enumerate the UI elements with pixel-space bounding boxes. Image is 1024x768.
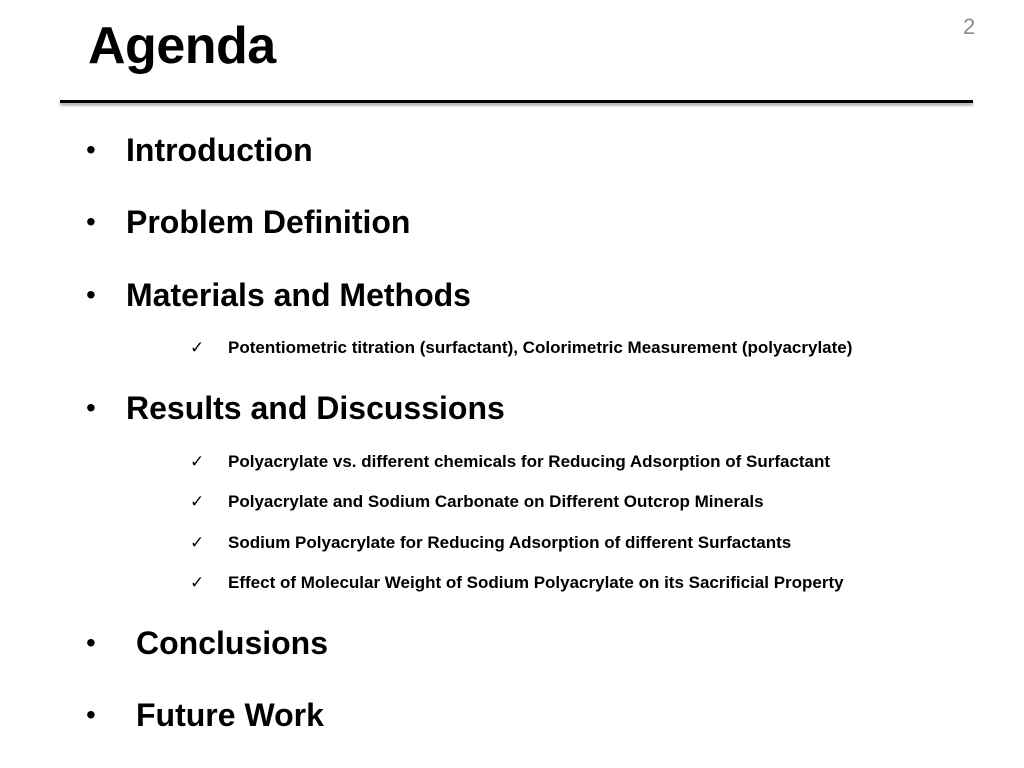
checkmark-icon: ✓	[190, 533, 205, 552]
agenda-item-label: Future Work	[136, 696, 324, 733]
bullet-icon: •	[86, 699, 96, 730]
agenda-item-introduction	[86, 130, 313, 170]
checkmark-icon: ✓	[190, 492, 205, 511]
agenda-item-future-work	[86, 695, 324, 735]
agenda-subitem	[190, 450, 830, 474]
agenda-item-problem-definition	[86, 202, 410, 242]
agenda-item-materials-and-methods	[86, 275, 471, 315]
agenda-subitem-label: Polyacrylate vs. different chemicals for Reducing Adsorption of Surfactant	[228, 452, 831, 471]
agenda-item-label: Introduction	[126, 131, 313, 168]
agenda-item-label: Conclusions	[136, 624, 329, 661]
agenda-item-label: Results and Discussions	[126, 389, 505, 426]
agenda-item-results-and-discussions	[86, 388, 505, 428]
agenda-subitem-label: Polyacrylate and Sodium Carbonate on Different Outcrop Minerals	[228, 492, 764, 511]
agenda-subitem	[190, 490, 764, 514]
title-divider	[60, 100, 973, 103]
slide-title: Agenda	[88, 17, 276, 75]
bullet-icon: •	[86, 627, 96, 658]
checkmark-icon: ✓	[190, 452, 205, 471]
agenda-subitem-label: Effect of Molecular Weight of Sodium Polyacrylate on its Sacrificial Property	[228, 573, 844, 592]
agenda-item-label: Materials and Methods	[126, 276, 471, 313]
page-number: 2	[963, 14, 976, 39]
agenda-subitem-label: Potentiometric titration (surfactant), Colorimetric Measurement (polyacrylate)	[228, 338, 853, 357]
checkmark-icon: ✓	[190, 338, 205, 357]
checkmark-icon: ✓	[190, 573, 205, 592]
agenda-subitem	[190, 336, 852, 360]
agenda-subitem	[190, 571, 844, 595]
bullet-icon: •	[86, 392, 96, 423]
bullet-icon: •	[86, 279, 96, 310]
bullet-icon: •	[86, 206, 96, 237]
agenda-subitem-label: Sodium Polyacrylate for Reducing Adsorption of different Surfactants	[228, 533, 792, 552]
agenda-subitem	[190, 531, 791, 555]
agenda-item-conclusions	[86, 623, 328, 663]
bullet-icon: •	[86, 134, 96, 165]
agenda-item-label: Problem Definition	[126, 203, 411, 240]
